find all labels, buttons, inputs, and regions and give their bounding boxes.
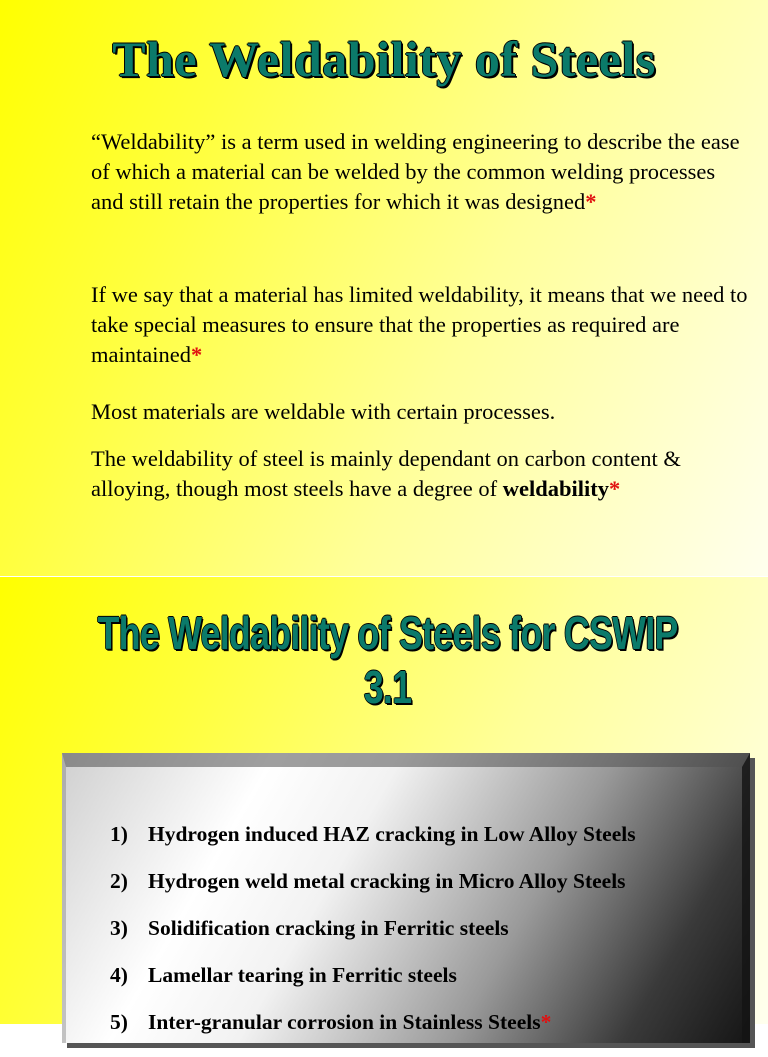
slide-2-title: The Weldability of Steels for CSWIP 3.1 [97,607,678,713]
weldability-definition [91,127,751,217]
definition-text: “Weldability” is a term used in welding engineering to describe the ease of which a material can be welded by the common welding processes and still retain the properties for which it was designed [91,129,740,214]
limited-text: If we say that a material has limited weldability, it means that we need to take special measures to ensure that the properties as required are maintained [91,282,748,367]
weldability-issues-list [110,822,636,1057]
carbon-text: The weldability of steel is mainly dependant on carbon content & alloying, though most steels have a degree of [91,446,681,501]
asterisk-marker: * [585,189,597,214]
asterisk-marker: * [190,342,203,367]
asterisk-marker: * [609,476,621,501]
list-item: 2) Hydrogen weld metal cracking in Micro Alloy Steels [110,869,626,893]
limited-weldability-text [91,280,751,370]
list-item: 3) Solidification cracking in Ferritic steels [110,916,509,940]
list-item: 5) Inter-granular corrosion in Stainless Steels* [110,1010,552,1034]
list-item: 1) Hydrogen induced HAZ cracking in Low Alloy Steels [110,822,636,846]
carbon-content-text [91,444,751,504]
slide-1-title: The Weldability of Steels [112,31,656,87]
list-item: 4) Lamellar tearing in Ferritic steels [110,963,457,987]
weldability-bold: weldability [502,476,610,501]
weldable-processes-text: Most materials are weldable with certain processes. [91,399,556,424]
